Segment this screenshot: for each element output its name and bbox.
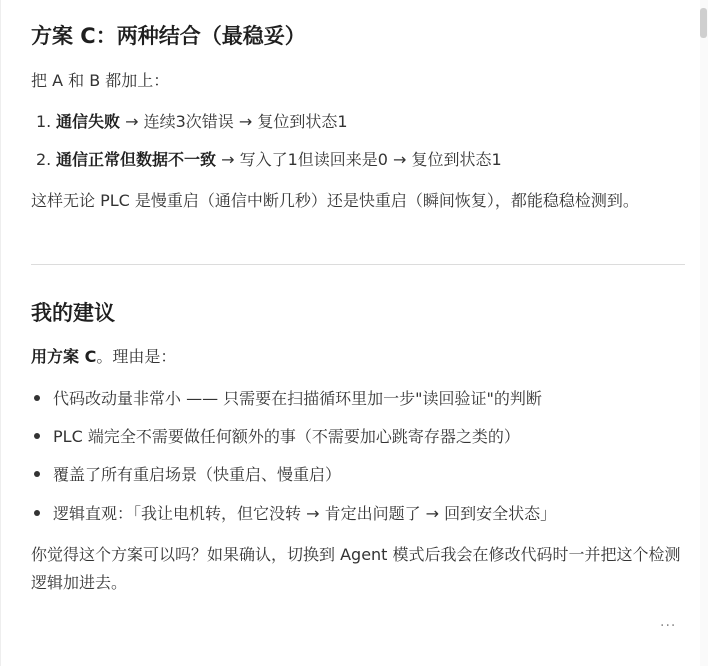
scrollbar-thumb[interactable] — [700, 8, 707, 38]
step-number: 2. — [36, 150, 52, 169]
scrollbar[interactable] — [700, 0, 708, 666]
bullet-icon — [34, 510, 40, 516]
plan-c-intro: 把 A 和 B 都加上： — [31, 71, 170, 90]
step-number: 1. — [36, 112, 52, 131]
recommendation-text: 。理由是： — [96, 347, 177, 366]
recommendation-bold: 用方案 C — [31, 347, 97, 366]
step-bold-text: 通信失败 — [56, 112, 121, 131]
message-border — [0, 0, 1, 666]
reason-text: 代码改动量非常小 —— 只需要在扫描循环里加一步"读回验证"的判断 — [53, 389, 542, 408]
step-text: → 写入了1但读回来是0 → 复位到状态1 — [216, 150, 502, 169]
bullet-icon — [34, 395, 40, 401]
reason-item-2 — [34, 425, 520, 449]
section-heading-plan-c: 方案 C：两种结合（最稳妥） — [31, 24, 306, 48]
section-heading-recommendation: 我的建议 — [31, 301, 115, 325]
reason-text: 逻辑直观：「我让电机转，但它没转 → 肯定出问题了 → 回到安全状态」 — [53, 504, 557, 523]
recommendation-line — [31, 344, 176, 370]
reason-item-3 — [34, 463, 341, 487]
reason-text: PLC 端完全不需要做任何额外的事（不需要加心跳寄存器之类的） — [53, 427, 520, 446]
bullet-icon — [34, 433, 40, 439]
plan-c-summary: 这样无论 PLC 是慢重启（通信中断几秒）还是快重启（瞬间恢复），都能稳稳检测到。 — [31, 191, 639, 210]
bullet-icon — [34, 471, 40, 477]
more-options-button[interactable]: ··· — [660, 618, 677, 634]
reason-text: 覆盖了所有重启场景（快重启、慢重启） — [53, 465, 342, 484]
reason-item-4 — [34, 502, 556, 526]
closing-question: 你觉得这个方案可以吗？如果确认，切换到 Agent 模式后我会在修改代码时一并把这个检测逻辑加进去。 — [31, 545, 681, 592]
step-item-2 — [36, 148, 502, 172]
step-text: → 连续3次错误 → 复位到状态1 — [120, 112, 348, 131]
reason-item-1 — [34, 387, 542, 411]
step-bold-text: 通信正常但数据不一致 — [56, 150, 217, 169]
section-divider — [31, 264, 685, 265]
step-item-1 — [36, 110, 348, 134]
